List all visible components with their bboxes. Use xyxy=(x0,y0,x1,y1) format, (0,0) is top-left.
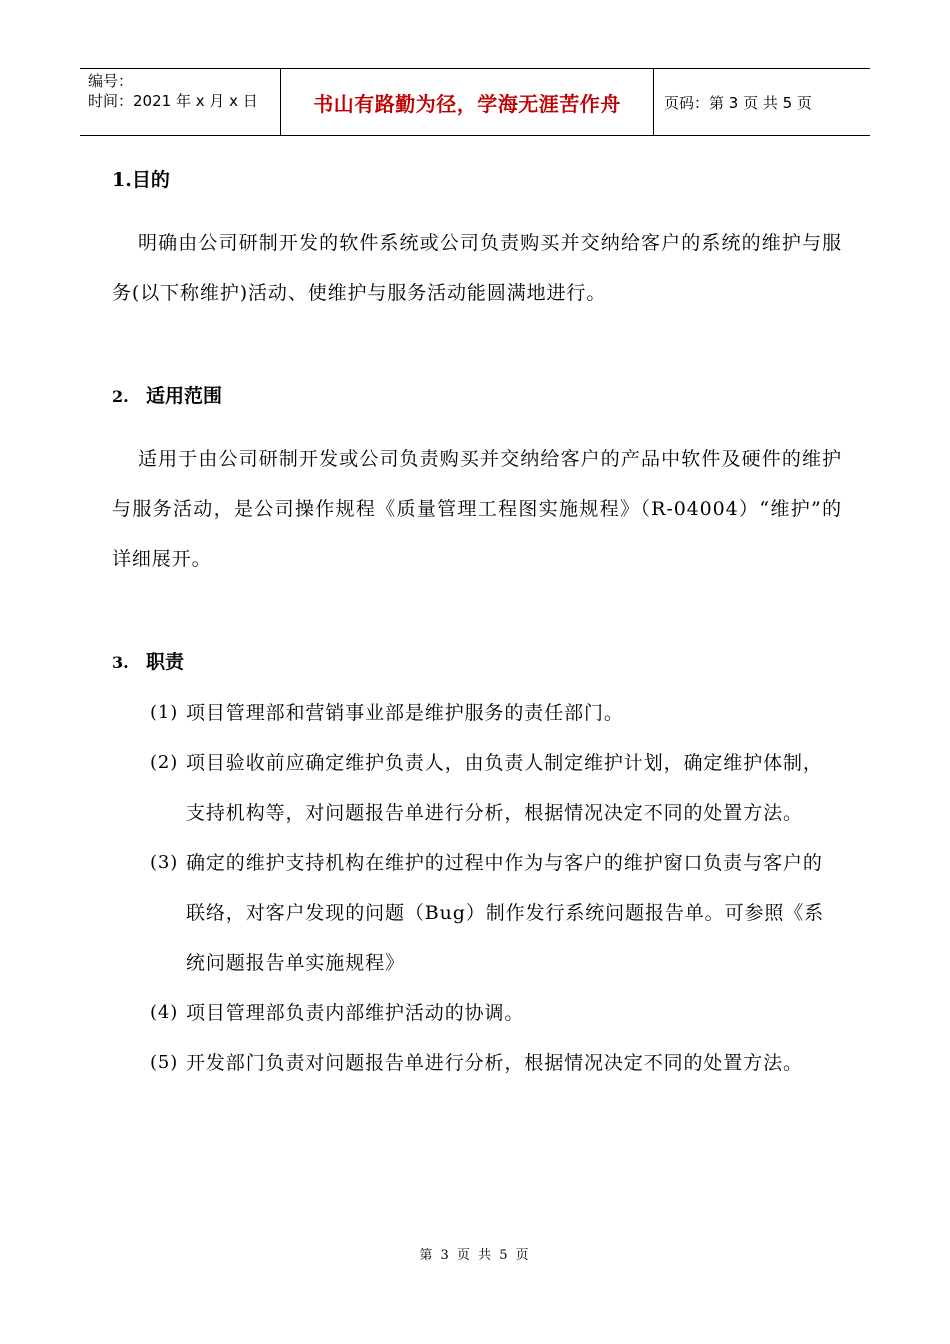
list-item-text: 项目管理部负责内部维护活动的协调。 xyxy=(186,1002,525,1024)
document-number: 编号： xyxy=(88,72,134,90)
list-item-number: (4) xyxy=(150,1002,179,1023)
list-item xyxy=(112,738,842,838)
section-heading-purpose xyxy=(112,160,842,200)
list-item xyxy=(112,1038,842,1088)
section-heading-scope xyxy=(112,376,842,416)
list-item-text: 开发部门负责对问题报告单进行分析，根据情况决定不同的处置方法。 xyxy=(186,1052,803,1074)
section-paragraph-scope: 适用于由公司研制开发或公司负责购买并交纳给客户的产品中软件及硬件的维护与服务活动，是公司操作规程《质量管理工程图实施规程》（R-04004）“维护”的详细展开。 xyxy=(112,448,842,570)
list-item-text: 项目验收前应确定维护负责人，由负责人制定维护计划，确定维护体制，支持机构等，对问题报告单进行分析，根据情况决定不同的处置方法。 xyxy=(186,752,823,824)
list-item-text: 项目管理部和营销事业部是维护服务的责任部门。 xyxy=(186,702,624,724)
section-title: 目的 xyxy=(131,169,170,191)
list-item xyxy=(112,838,842,988)
list-item-number: (1) xyxy=(150,702,179,723)
section-number: 1. xyxy=(112,169,132,191)
header-motto: 书山有路勤为径，学海无涯苦作舟 xyxy=(281,69,654,135)
header-meta xyxy=(80,69,281,135)
section-number: 2. xyxy=(112,387,129,406)
list-item-number: (2) xyxy=(150,752,179,773)
section-title: 适用范围 xyxy=(146,385,223,407)
list-item-text: 确定的维护支持机构在维护的过程中作为与客户的维护窗口负责与客户的联络，对客户发现的问题（Bug）制作发行系统问题报告单。可参照《系统问题报告单实施规程》 xyxy=(186,852,825,974)
list-item-number: (5) xyxy=(150,1052,179,1073)
list-item xyxy=(112,988,842,1038)
page-header xyxy=(80,68,870,136)
section-heading-responsibilities xyxy=(112,642,842,682)
section-paragraph-purpose: 明确由公司研制开发的软件系统或公司负责购买并交纳给客户的系统的维护与服务(以下称维护)活动、使维护与服务活动能圆满地进行。 xyxy=(112,232,842,304)
header-page-number: 页码：第 3 页 共 5 页 xyxy=(664,93,812,112)
list-item-number: (3) xyxy=(150,852,179,873)
document-body xyxy=(112,160,842,1088)
section-title: 职责 xyxy=(146,651,185,673)
page-footer: 第 3 页 共 5 页 xyxy=(419,1248,531,1263)
document-date: 时间：2021 年 x 月 x 日 xyxy=(88,92,258,110)
list-item xyxy=(112,688,842,738)
section-number: 3. xyxy=(112,653,129,672)
